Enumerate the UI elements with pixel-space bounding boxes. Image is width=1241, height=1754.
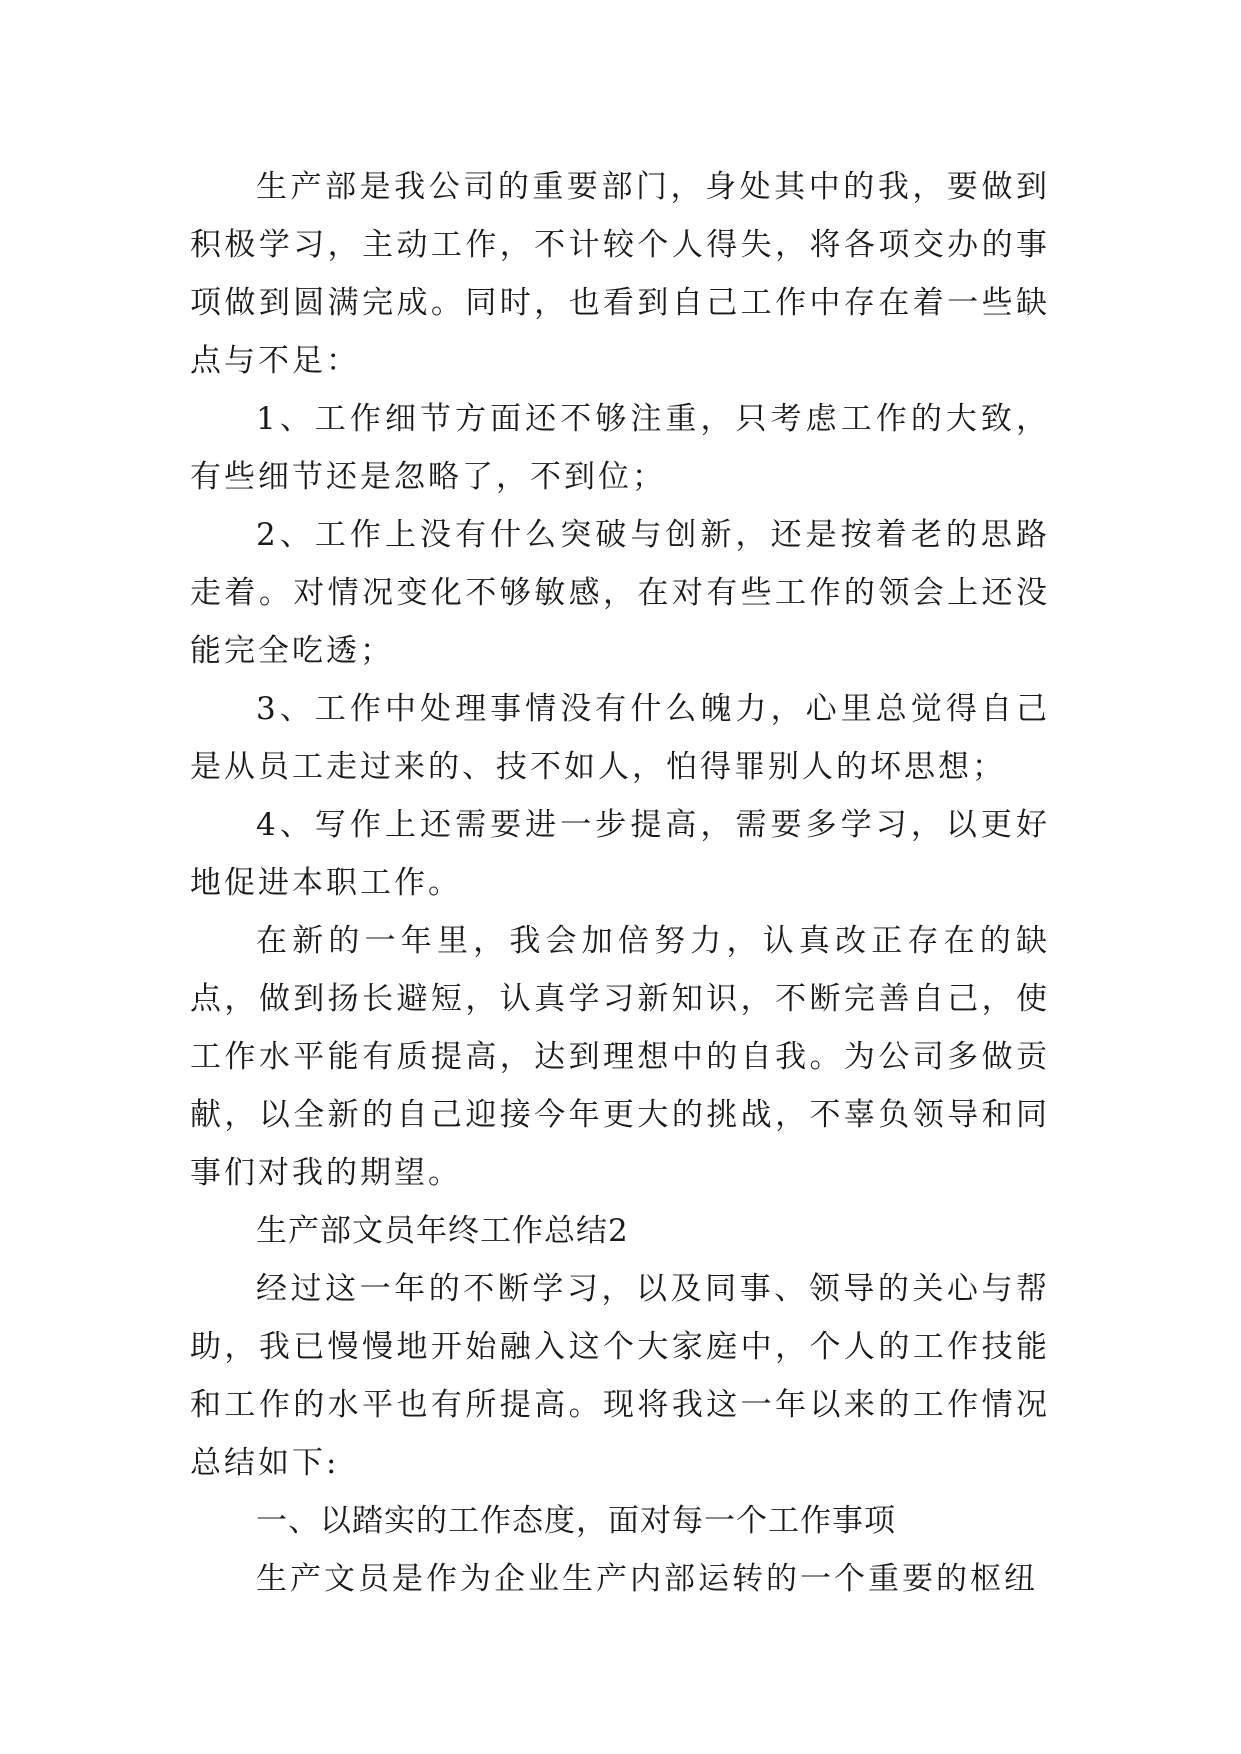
- section-title: 生产部文员年终工作总结2: [256, 1213, 629, 1249]
- paragraph-item-3: 3、工作中处理事情没有什么魄力，心里总觉得自己是从员工走过来的、技不如人，怕得罪别人的坏思想；: [190, 691, 1050, 785]
- section-subheading: 一、以踏实的工作态度，面对每一个工作事项: [256, 1503, 896, 1539]
- section-paragraph-body: 生产文员是作为企业生产内部运转的一个重要的枢纽: [256, 1561, 1038, 1597]
- paragraph-intro: 生产部是我公司的重要部门，身处其中的我，要做到积极学习，主动工作，不计较个人得失，将各项交办的事项做到圆满完成。同时，也看到自己工作中存在着一些缺点与不足：: [190, 169, 1050, 379]
- section-paragraph-intro: 经过这一年的不断学习，以及同事、领导的关心与帮助，我已慢慢地开始融入这个大家庭中，个人的工作技能和工作的水平也有所提高。现将我这一年以来的工作情况总结如下:: [190, 1271, 1050, 1481]
- paragraph-item-1: 1、工作细节方面还不够注重，只考虑工作的大致，有些细节还是忽略了，不到位；: [190, 401, 1050, 495]
- paragraph-conclusion: 在新的一年里，我会加倍努力，认真改正存在的缺点，做到扬长避短，认真学习新知识，不断完善自己，使工作水平能有质提高，达到理想中的自我。为公司多做贡献，以全新的自己迎接今年更大的挑战，不辜负领导和同事们对我的期望。: [190, 923, 1050, 1191]
- paragraph-item-2: 2、工作上没有什么突破与创新，还是按着老的思路走着。对情况变化不够敏感，在对有些工作的领会上还没能完全吃透；: [190, 517, 1050, 669]
- paragraph-item-4: 4、写作上还需要进一步提高，需要多学习，以更好地促进本职工作。: [190, 807, 1050, 901]
- document-body: [190, 158, 1050, 1608]
